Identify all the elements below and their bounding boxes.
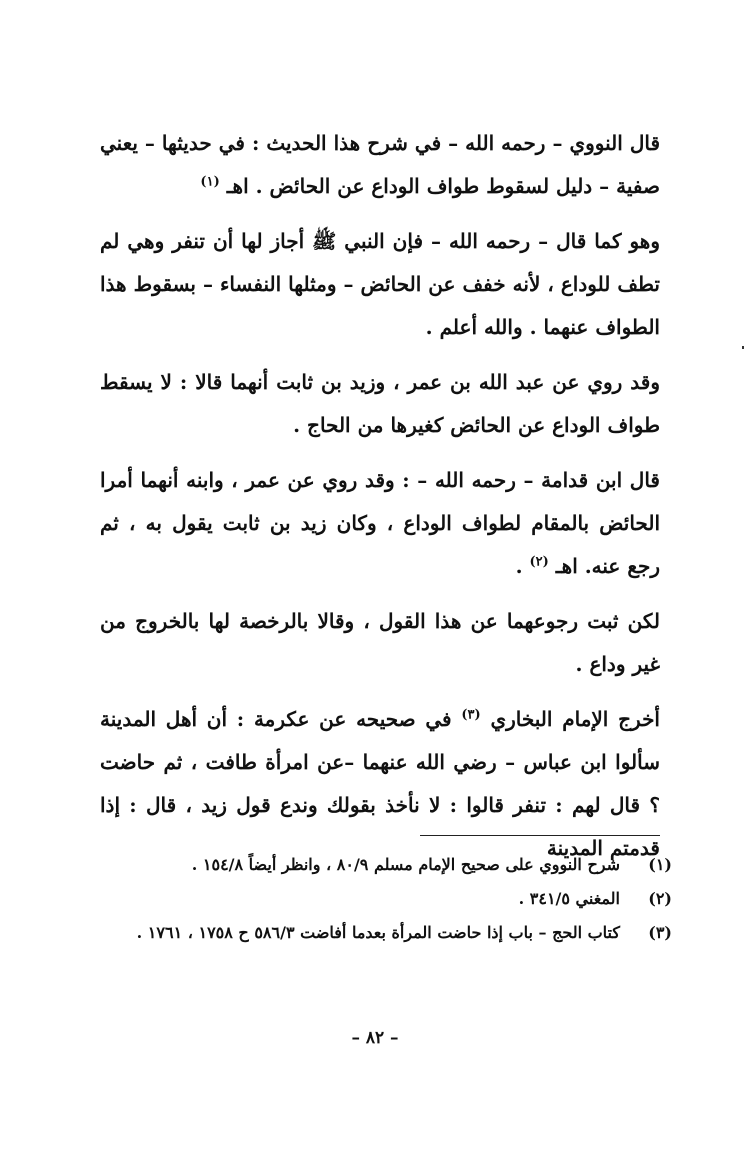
footnote-ref-1: (١) — [200, 174, 220, 190]
footnote-2 — [100, 882, 672, 916]
paragraph-2-text: وهو كما قال – رحمه الله – فإن النبي ﷺ أجاز لها أن تنفر وهي لم تطف للوداع ، لأنه خفف عن الحائض – ومثلها النفساء – بسقوط هذا الطواف عنهما . والله أعلم . — [100, 229, 660, 339]
paragraph-6 — [100, 698, 660, 870]
paragraph-5-text: لكن ثبت رجوعهما عن هذا القول ، وقالا بالرخصة لها بالخروج من غير وداع . — [100, 609, 660, 676]
paragraph-1 — [100, 122, 660, 208]
paragraph-3 — [100, 361, 660, 447]
paragraph-4: قال ابن قدامة – رحمه الله – : وقد روي عن عمر ، وابنه أنهما أمرا الحائض بالمقام لطواف الوداع ، وكان زيد بن ثابت يقول به ، ثم رجع عنه. اهـ $^{(٢)}$ . — [100, 468, 660, 578]
footnote-text: شرح النووي على صحيح الإمام مسلم ٨٠/٩ ، وانظر أيضاً ١٥٤/٨ . — [191, 855, 620, 874]
paragraph-6-text-start: أخرج الإمام البخاري — [490, 707, 660, 731]
main-text — [100, 122, 660, 882]
paragraph-3-text: وقد روي عن عبد الله بن عمر ، وزيد بن ثابت أنهما قالا : لا يسقط طواف الوداع عن الحائض كغيرها من الحاج . — [100, 370, 660, 437]
paragraph-5 — [100, 600, 660, 686]
footnote-1 — [100, 848, 672, 882]
footnote-3 — [100, 916, 672, 950]
footnote-ref-3: (٣) — [461, 707, 481, 723]
page-number: – ٨٢ – — [351, 1028, 399, 1048]
paragraph-6-text-end: في صحيحه عن عكرمة : أن أهل المدينة سألوا ابن عباس – رضي الله عنهما –عن امرأة طافت ، ثم حاضت ؟ قال لهم : تنفر قالوا : لا نأخذ بقولك وندع قول زيد ، قال : إذا قدمتم المدينة — [100, 707, 660, 860]
paragraph-1-text: قال النووي – رحمه الله – في شرح هذا الحديث : في حديثها – يعني صفية – دليل لسقوط طواف الوداع عن الحائض . اهـ — [100, 131, 660, 198]
footnote-number: (١) — [648, 855, 672, 874]
footnote-text: كتاب الحج – باب إذا حاضت المرأة بعدما أفاضت ٥٨٦/٣ ح ١٧٥٨ ، ١٧٦١ . — [136, 923, 620, 942]
paragraph-4-text: قال ابن قدامة – رحمه الله – : وقد روي عن عمر ، وابنه أنهما أمرا الحائض بالمقام لطواف الوداع ، وكان زيد بن ثابت يقول به ، ثم رجع عنه. اهـ — [100, 468, 660, 578]
footnotes — [100, 848, 672, 950]
footnote-number: (٣) — [648, 923, 672, 942]
footnote-ref-2: (٢) — [529, 554, 549, 570]
footnote-text: المغني ٣٤١/٥ . — [518, 889, 620, 908]
scan-edge-mark — [742, 346, 744, 349]
footnote-number: (٢) — [648, 889, 672, 908]
paragraph-2 — [100, 220, 660, 349]
footnote-divider — [420, 835, 660, 836]
